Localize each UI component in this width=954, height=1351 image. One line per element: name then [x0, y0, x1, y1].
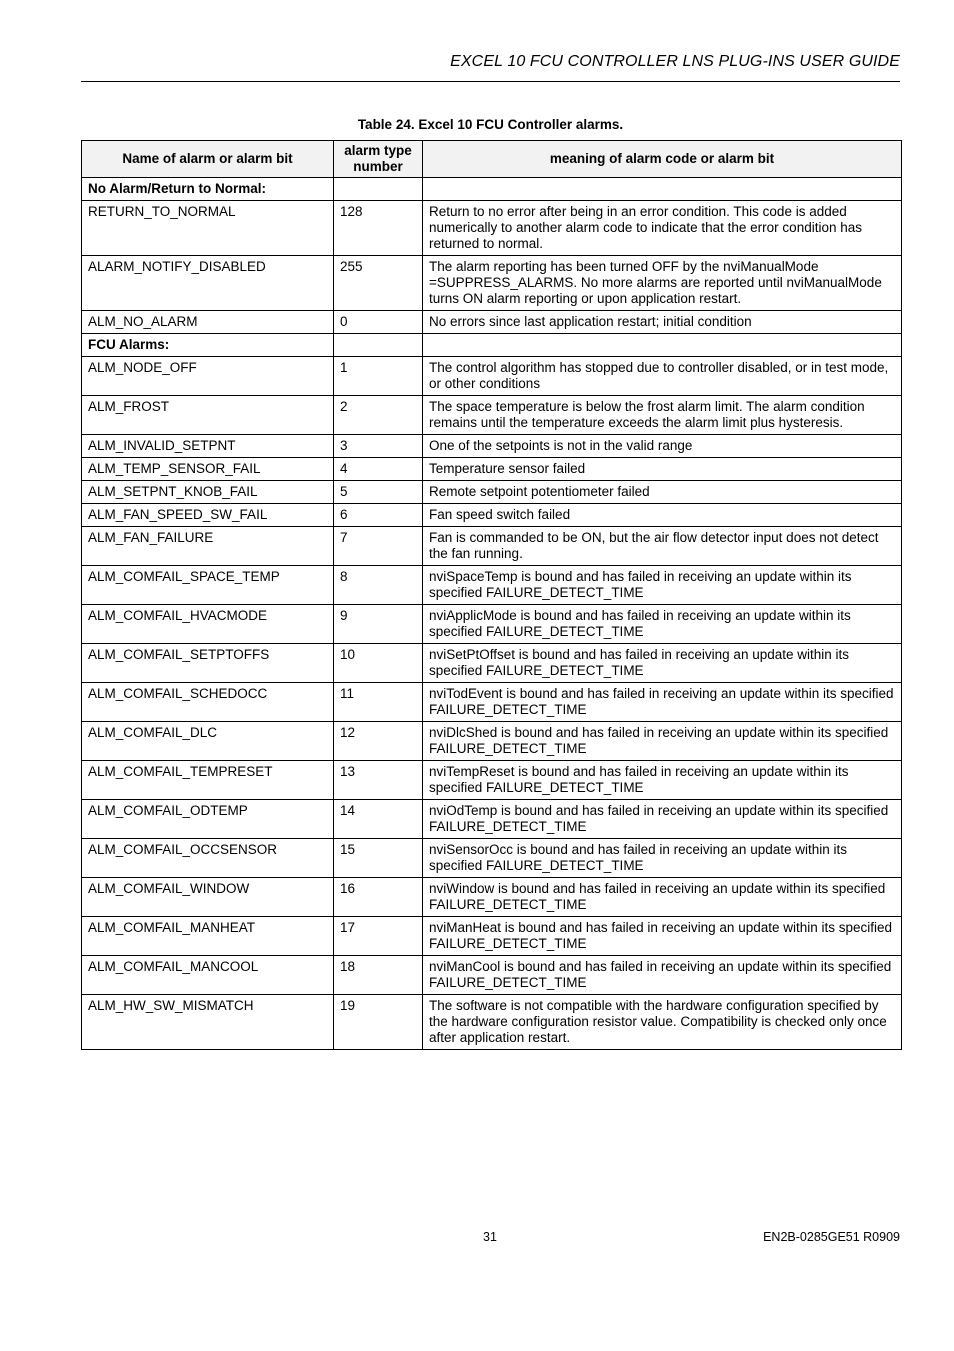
table-row	[82, 722, 902, 761]
alarm-meaning-cell: Return to no error after being in an error condition. This code is added numerically to another alarm code to indicate that the error condition has returned to normal.	[423, 201, 902, 256]
alarm-number-cell: 9	[334, 605, 423, 644]
alarm-number-cell	[334, 334, 423, 357]
alarm-meaning-cell: No errors since last application restart; initial condition	[423, 311, 902, 334]
alarm-meaning-cell: Fan speed switch failed	[423, 504, 902, 527]
alarm-number-cell: 11	[334, 683, 423, 722]
table-row	[82, 605, 902, 644]
alarm-number-cell	[334, 178, 423, 201]
alarm-meaning-cell: nviWindow is bound and has failed in receiving an update within its specified FAILURE_DETECT_TIME	[423, 878, 902, 917]
alarm-name-cell: ALM_FAN_FAILURE	[82, 527, 334, 566]
table-row	[82, 504, 902, 527]
alarm-number-cell: 2	[334, 396, 423, 435]
alarm-name-cell: ALM_TEMP_SENSOR_FAIL	[82, 458, 334, 481]
table-caption: Table 24. Excel 10 FCU Controller alarms.	[357, 117, 624, 132]
alarm-number-cell: 18	[334, 956, 423, 995]
table-row	[82, 644, 902, 683]
table-row	[82, 201, 902, 256]
alarm-number-cell: 17	[334, 917, 423, 956]
alarm-meaning-cell: Temperature sensor failed	[423, 458, 902, 481]
table-row	[82, 481, 902, 504]
alarm-meaning-cell: nviSpaceTemp is bound and has failed in receiving an update within its specified FAILURE_DETECT_TIME	[423, 566, 902, 605]
table-row	[82, 956, 902, 995]
alarm-number-cell: 14	[334, 800, 423, 839]
table-row	[82, 839, 902, 878]
alarm-meaning-cell	[423, 178, 902, 201]
table-row	[82, 396, 902, 435]
alarm-number-cell: 16	[334, 878, 423, 917]
alarm-number-cell: 7	[334, 527, 423, 566]
alarm-meaning-cell: nviTodEvent is bound and has failed in receiving an update within its specified FAILURE_DETECT_TIME	[423, 683, 902, 722]
alarms-table	[81, 140, 902, 1050]
alarm-name-cell: ALM_COMFAIL_WINDOW	[82, 878, 334, 917]
alarm-meaning-cell: nviSetPtOffset is bound and has failed in receiving an update within its specified FAILURE_DETECT_TIME	[423, 644, 902, 683]
column-header-meaning: meaning of alarm code or alarm bit	[423, 141, 902, 178]
table-body	[82, 178, 902, 1050]
table-section-row	[82, 334, 902, 357]
alarm-meaning-cell: nviManCool is bound and has failed in receiving an update within its specified FAILURE_DETECT_TIME	[423, 956, 902, 995]
alarm-name-cell: ALM_NO_ALARM	[82, 311, 334, 334]
alarm-meaning-cell: nviTempReset is bound and has failed in receiving an update within its specified FAILURE_DETECT_TIME	[423, 761, 902, 800]
table-row	[82, 311, 902, 334]
alarm-number-cell: 13	[334, 761, 423, 800]
alarm-number-cell: 3	[334, 435, 423, 458]
alarm-meaning-cell: The software is not compatible with the hardware configuration specified by the hardware configuration resistor value. Compatibility is checked only once after application restart.	[423, 995, 902, 1050]
alarm-meaning-cell: Fan is commanded to be ON, but the air flow detector input does not detect the fan running.	[423, 527, 902, 566]
alarm-name-cell: No Alarm/Return to Normal:	[82, 178, 334, 201]
alarm-meaning-cell: nviOdTemp is bound and has failed in receiving an update within its specified FAILURE_DETECT_TIME	[423, 800, 902, 839]
alarm-meaning-cell: nviDlcShed is bound and has failed in receiving an update within its specified FAILURE_DETECT_TIME	[423, 722, 902, 761]
page-number: 31	[483, 1230, 497, 1244]
table-row	[82, 527, 902, 566]
alarm-name-cell: ALM_FAN_SPEED_SW_FAIL	[82, 504, 334, 527]
alarm-number-cell: 255	[334, 256, 423, 311]
column-header-name: Name of alarm or alarm bit	[82, 141, 334, 178]
table-row	[82, 256, 902, 311]
alarm-meaning-cell: The space temperature is below the frost alarm limit. The alarm condition remains until the temperature exceeds the alarm limit plus hysteresis.	[423, 396, 902, 435]
alarm-number-cell: 10	[334, 644, 423, 683]
document-id: EN2B-0285GE51 R0909	[763, 1230, 900, 1244]
alarm-name-cell: ALM_COMFAIL_SETPTOFFS	[82, 644, 334, 683]
alarm-number-cell: 1	[334, 357, 423, 396]
alarm-number-cell: 128	[334, 201, 423, 256]
table-row	[82, 566, 902, 605]
alarm-meaning-cell: nviManHeat is bound and has failed in receiving an update within its specified FAILURE_DETECT_TIME	[423, 917, 902, 956]
alarm-meaning-cell	[423, 334, 902, 357]
table-row	[82, 917, 902, 956]
alarm-number-cell: 6	[334, 504, 423, 527]
table-row	[82, 458, 902, 481]
alarm-meaning-cell: One of the setpoints is not in the valid range	[423, 435, 902, 458]
alarm-name-cell: ALARM_NOTIFY_DISABLED	[82, 256, 334, 311]
alarm-name-cell: ALM_NODE_OFF	[82, 357, 334, 396]
alarm-meaning-cell: Remote setpoint potentiometer failed	[423, 481, 902, 504]
alarm-name-cell: ALM_COMFAIL_MANHEAT	[82, 917, 334, 956]
alarm-name-cell: ALM_COMFAIL_SPACE_TEMP	[82, 566, 334, 605]
alarm-name-cell: ALM_SETPNT_KNOB_FAIL	[82, 481, 334, 504]
table-section-row	[82, 178, 902, 201]
alarm-name-cell: RETURN_TO_NORMAL	[82, 201, 334, 256]
header-divider	[81, 81, 900, 82]
alarm-meaning-cell: nviSensorOcc is bound and has failed in receiving an update within its specified FAILURE_DETECT_TIME	[423, 839, 902, 878]
alarm-number-cell: 19	[334, 995, 423, 1050]
table-row	[82, 995, 902, 1050]
alarm-meaning-cell: nviApplicMode is bound and has failed in receiving an update within its specified FAILURE_DETECT_TIME	[423, 605, 902, 644]
column-header-number: alarm type number	[334, 141, 423, 178]
alarm-number-cell: 0	[334, 311, 423, 334]
alarm-number-cell: 5	[334, 481, 423, 504]
alarm-meaning-cell: The control algorithm has stopped due to controller disabled, or in test mode, or other conditions	[423, 357, 902, 396]
alarm-number-cell: 15	[334, 839, 423, 878]
table-row	[82, 435, 902, 458]
table-row	[82, 761, 902, 800]
alarm-name-cell: ALM_COMFAIL_SCHEDOCC	[82, 683, 334, 722]
alarm-name-cell: ALM_COMFAIL_OCCSENSOR	[82, 839, 334, 878]
alarm-name-cell: ALM_COMFAIL_MANCOOL	[82, 956, 334, 995]
table-row	[82, 683, 902, 722]
alarm-name-cell: ALM_COMFAIL_HVACMODE	[82, 605, 334, 644]
alarm-name-cell: ALM_COMFAIL_ODTEMP	[82, 800, 334, 839]
alarm-name-cell: FCU Alarms:	[82, 334, 334, 357]
alarm-name-cell: ALM_COMFAIL_TEMPRESET	[82, 761, 334, 800]
table-row	[82, 878, 902, 917]
alarm-number-cell: 12	[334, 722, 423, 761]
alarm-number-cell: 8	[334, 566, 423, 605]
alarm-name-cell: ALM_HW_SW_MISMATCH	[82, 995, 334, 1050]
table-row	[82, 800, 902, 839]
alarm-name-cell: ALM_INVALID_SETPNT	[82, 435, 334, 458]
alarm-name-cell: ALM_FROST	[82, 396, 334, 435]
table-header-row	[82, 141, 902, 178]
alarm-meaning-cell: The alarm reporting has been turned OFF by the nviManualMode =SUPPRESS_ALARMS. No more alarms are reported until nviManualMode turns ON alarm reporting or upon application restart.	[423, 256, 902, 311]
alarm-name-cell: ALM_COMFAIL_DLC	[82, 722, 334, 761]
table-row	[82, 357, 902, 396]
alarm-number-cell: 4	[334, 458, 423, 481]
running-header-title: EXCEL 10 FCU CONTROLLER LNS PLUG-INS USER GUIDE	[450, 53, 900, 70]
